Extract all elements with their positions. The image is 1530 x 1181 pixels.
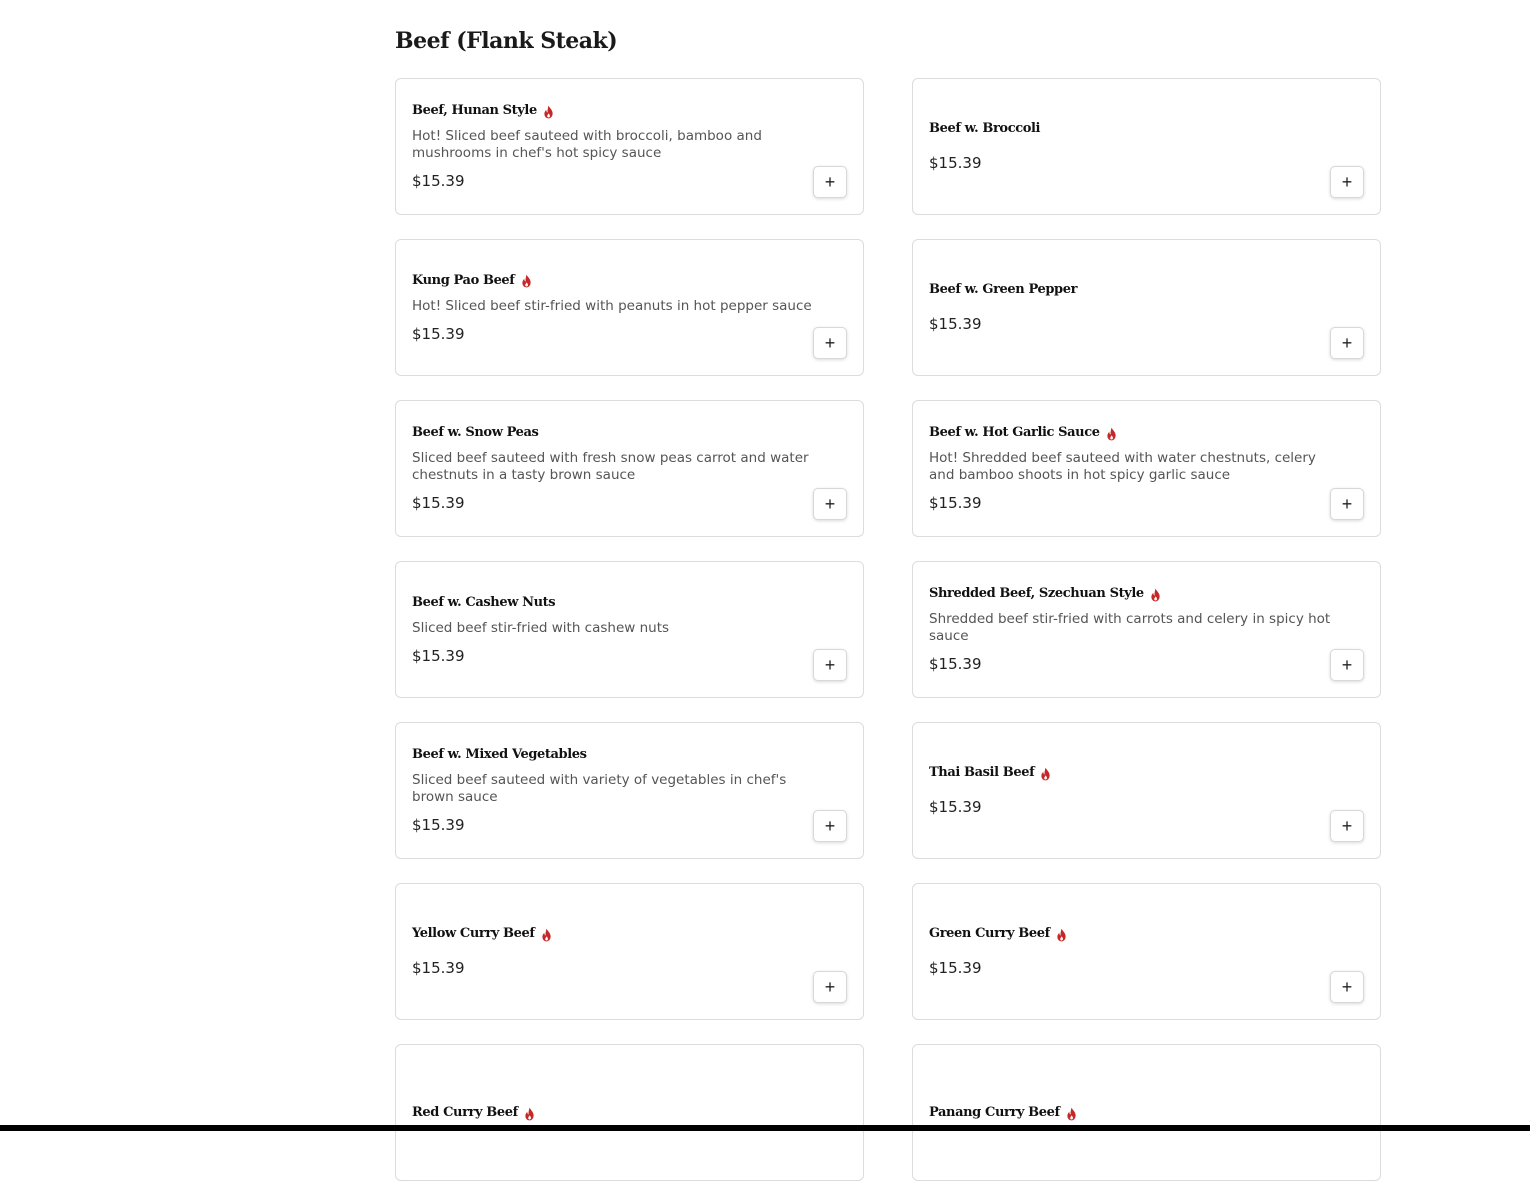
- menu-item-description: Sliced beef sauteed with fresh snow peas carrot and water chestnuts in a tasty brown sauce: [412, 450, 809, 483]
- menu-item-description: Sliced beef stir-fried with cashew nuts: [412, 619, 670, 636]
- menu-item-description: Sliced beef sauteed with variety of vegetables in chef's brown sauce: [412, 772, 787, 805]
- menu-item-price: $15.39: [929, 959, 982, 977]
- spicy-flame-icon: [1066, 1106, 1077, 1120]
- menu-item-name: Beef w. Green Pepper: [929, 282, 1078, 297]
- bottom-bar: [0, 1125, 1530, 1131]
- add-to-cart-button[interactable]: +: [813, 971, 847, 1003]
- menu-item-card[interactable]: [395, 561, 864, 698]
- spicy-flame-icon: [1056, 927, 1067, 941]
- menu-item-price: $15.39: [929, 798, 982, 816]
- menu-item-card[interactable]: [395, 883, 864, 1020]
- menu-item-content: [929, 562, 1331, 697]
- menu-item-card[interactable]: [395, 1044, 864, 1181]
- menu-item-name-row: [412, 273, 793, 288]
- menu-item-content: [412, 884, 793, 1019]
- menu-item-name: Panang Curry Beef: [929, 1105, 1060, 1120]
- spicy-flame-icon: [1040, 766, 1051, 780]
- menu-item-description: Hot! Sliced beef sauteed with broccoli, bamboo and mushrooms in chef's hot spicy sauce: [412, 128, 762, 161]
- menu-item-content: [412, 723, 793, 858]
- menu-item-content: [412, 1045, 793, 1180]
- add-to-cart-button[interactable]: +: [1330, 327, 1364, 359]
- menu-item-name-row: [412, 425, 793, 440]
- menu-item-card[interactable]: [395, 722, 864, 859]
- menu-item-card[interactable]: [912, 239, 1381, 376]
- menu-item-name: Red Curry Beef: [412, 1105, 518, 1120]
- menu-item-name: Shredded Beef, Szechuan Style: [929, 586, 1144, 601]
- menu-item-name-row: [929, 121, 1310, 136]
- menu-item-card[interactable]: [395, 239, 864, 376]
- spicy-flame-icon: [1150, 587, 1161, 601]
- menu-item-name: Beef w. Mixed Vegetables: [412, 747, 587, 762]
- menu-item-content: [929, 79, 1310, 214]
- menu-item-name: Beef w. Broccoli: [929, 121, 1041, 136]
- menu-item-content: [412, 562, 793, 697]
- menu-item-content: [929, 884, 1310, 1019]
- menu-item-name-row: [929, 926, 1310, 941]
- menu-item-name-row: [929, 282, 1310, 297]
- menu-item-name: Green Curry Beef: [929, 926, 1050, 941]
- menu-item-card[interactable]: [912, 722, 1381, 859]
- add-to-cart-button[interactable]: +: [1330, 166, 1364, 198]
- menu-item-price: $15.39: [929, 315, 982, 333]
- menu-item-card[interactable]: [912, 561, 1381, 698]
- menu-item-name: Beef w. Snow Peas: [412, 425, 539, 440]
- menu-item-name: Beef, Hunan Style: [412, 103, 537, 118]
- spicy-flame-icon: [541, 927, 552, 941]
- menu-item-content: [412, 240, 812, 375]
- spicy-flame-icon: [524, 1106, 535, 1120]
- menu-item-description: Hot! Shredded beef sauteed with water chestnuts, celery and bamboo shoots in hot spicy garlic sauce: [929, 450, 1316, 483]
- add-to-cart-button[interactable]: +: [813, 488, 847, 520]
- menu-item-price: $15.39: [412, 646, 465, 665]
- add-to-cart-button[interactable]: +: [1330, 649, 1364, 681]
- spicy-flame-icon: [543, 104, 554, 118]
- menu-item-price: $15.39: [412, 172, 465, 190]
- menu-item-name-row: [929, 1105, 1310, 1120]
- menu-item-name-row: [412, 595, 793, 610]
- menu-item-name-row: [412, 1105, 793, 1120]
- menu-item-content: [929, 401, 1316, 536]
- menu-item-price: $15.39: [412, 494, 465, 512]
- add-to-cart-button[interactable]: +: [813, 649, 847, 681]
- menu-item-card[interactable]: [912, 1044, 1381, 1181]
- menu-item-card[interactable]: [912, 78, 1381, 215]
- spicy-flame-icon: [521, 273, 532, 287]
- menu-item-price: $15.39: [929, 494, 982, 512]
- menu-item-name: Thai Basil Beef: [929, 765, 1035, 780]
- menu-item-description: Shredded beef stir-fried with carrots and celery in spicy hot sauce: [929, 611, 1331, 644]
- menu-item-name-row: [412, 103, 793, 118]
- menu-item-name-row: [412, 926, 793, 941]
- menu-item-content: [929, 723, 1310, 858]
- menu-item-card[interactable]: [912, 400, 1381, 537]
- menu-item-price: $15.39: [412, 959, 465, 977]
- menu-item-name-row: [929, 586, 1310, 601]
- menu-item-name: Yellow Curry Beef: [412, 926, 535, 941]
- add-to-cart-button[interactable]: +: [1330, 488, 1364, 520]
- menu-item-card[interactable]: [395, 400, 864, 537]
- menu-item-content: [929, 1045, 1310, 1180]
- menu-item-name: Beef w. Hot Garlic Sauce: [929, 425, 1100, 440]
- add-to-cart-button[interactable]: +: [813, 166, 847, 198]
- menu-item-content: [412, 401, 809, 536]
- menu-item-price: $15.39: [412, 324, 465, 343]
- add-to-cart-button[interactable]: +: [813, 327, 847, 359]
- menu-item-content: [412, 79, 793, 214]
- menu-item-description: Hot! Sliced beef stir-fried with peanuts in hot pepper sauce: [412, 297, 812, 314]
- menu-item-card[interactable]: [395, 78, 864, 215]
- menu-item-name: Kung Pao Beef: [412, 272, 515, 288]
- menu-item-grid: [395, 78, 1381, 1181]
- menu-item-price: $15.39: [929, 655, 982, 673]
- menu-item-name-row: [412, 747, 793, 762]
- menu-item-name-row: [929, 425, 1310, 440]
- menu-item-price: $15.39: [412, 816, 465, 834]
- menu-item-price: $15.39: [929, 154, 982, 172]
- add-to-cart-button[interactable]: +: [1330, 971, 1364, 1003]
- menu-item-card[interactable]: [912, 883, 1381, 1020]
- menu-item-name: Beef w. Cashew Nuts: [412, 594, 556, 610]
- menu-item-content: [929, 240, 1310, 375]
- add-to-cart-button[interactable]: +: [813, 810, 847, 842]
- spicy-flame-icon: [1106, 426, 1117, 440]
- menu-item-name-row: [929, 765, 1310, 780]
- add-to-cart-button[interactable]: +: [1330, 810, 1364, 842]
- section-title: Beef (Flank Steak): [395, 28, 618, 54]
